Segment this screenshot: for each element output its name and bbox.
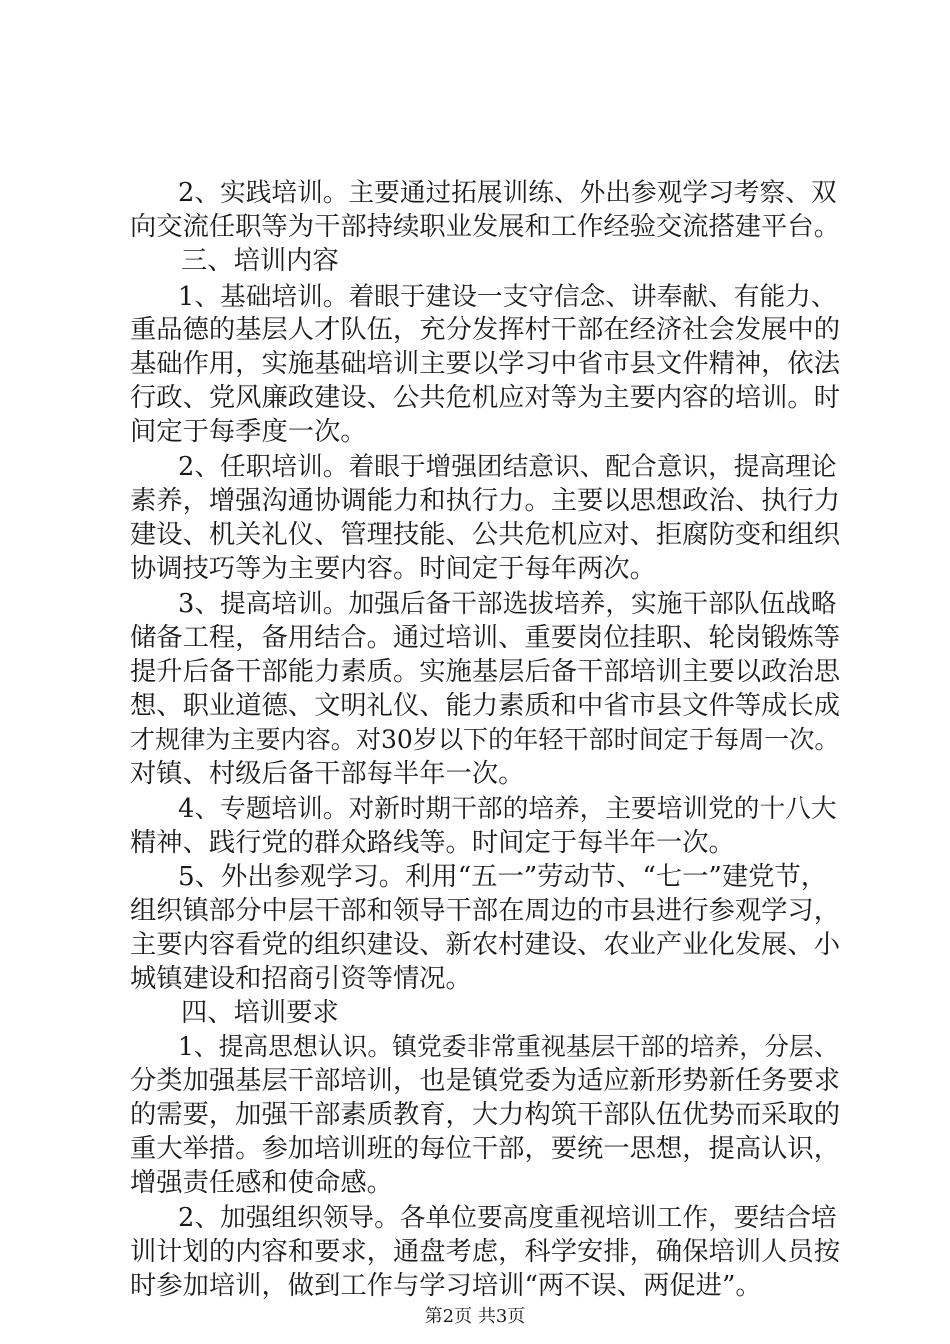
text-line: 组织镇部分中层干部和领导干部在周边的市县进行参观学习， (130, 896, 841, 926)
text-line: 分类加强基层干部培训，也是镇党委为适应新形势新任务要求 (130, 1066, 841, 1096)
text-line: 重品德的基层人才队伍，充分发挥村干部在经济社会发展中的 (130, 315, 841, 345)
text-line: 5、外出参观学习。利用“五一”劳动节、“七一”建党节， (178, 862, 828, 892)
text-line: 3、提高培训。加强后备干部选拔培养，实施干部队伍战略 (178, 589, 837, 619)
text-line: 2、加强组织领导。各单位要高度重视培训工作，要结合培 (178, 1203, 837, 1233)
text-line: 1、基础培训。着眼于建设一支守信念、讲奉献、有能力、 (178, 282, 837, 312)
text-line: 4、专题培训。对新时期干部的培养，主要培训党的十八大 (178, 794, 837, 824)
text-line: 2、实践培训。主要通过拓展训练、外出参观学习考察、双 (178, 178, 837, 208)
text-line: 建设、机关礼仪、管理技能、公共危机应对、拒腐防变和组织 (130, 520, 841, 550)
section-heading: 三、培训内容 (181, 246, 339, 276)
text-line: 训计划的内容和要求，通盘考虑，科学安排，确保培训人员按 (130, 1237, 841, 1267)
text-line: 储备工程，备用结合。通过培训、重要岗位挂职、轮岗锻炼等 (130, 623, 841, 653)
text-line: 1、提高思想认识。镇党委非常重视基层干部的培养，分层、 (178, 1032, 839, 1061)
text-line: 2、任职培训。着眼于增强团结意识、配合意识，提高理论 (178, 452, 837, 482)
text-line: 想、职业道德、文明礼仪、能力素质和中省市县文件等成长成 (130, 691, 841, 721)
text-line: 精神、践行党的群众路线等。时间定于每半年一次。 (130, 828, 735, 858)
text-line: 对镇、村级后备干部每半年一次。 (130, 759, 525, 789)
section-heading: 四、培训要求 (181, 998, 339, 1028)
text-line: 时参加培训，做到工作与学习培训“两不误、两促进”。 (130, 1271, 762, 1301)
text-line: 间定于每季度一次。 (130, 417, 367, 447)
text-line: 素养，增强沟通协调能力和执行力。主要以思想政治、执行力 (130, 486, 841, 516)
text-line: 才规律为主要内容。对30岁以下的年轻干部时间定于每周一次。 (130, 725, 840, 754)
text-line: 增强责任感和使命感。 (130, 1168, 393, 1198)
text-line: 重大举措。参加培训班的每位干部，要统一思想，提高认识， (130, 1134, 841, 1164)
text-line: 协调技巧等为主要内容。时间定于每年两次。 (130, 554, 656, 584)
text-line: 的需要，加强干部素质教育，大力构筑干部队伍优势而采取的 (130, 1100, 841, 1130)
page-number: 第2页 共3页 (424, 1306, 526, 1327)
text-line: 行政、党风廉政建设、公共危机应对等为主要内容的培训。时 (130, 383, 841, 413)
text-line: 提升后备干部能力素质。实施基层后备干部培训主要以政治思 (130, 657, 841, 687)
text-line: 城镇建设和招商引资等情况。 (130, 964, 472, 994)
text-line: 主要内容看党的组织建设、新农村建设、农业产业化发展、小 (130, 930, 841, 960)
text-line: 向交流任职等为干部持续职业发展和工作经验交流搭建平台。 (130, 212, 841, 242)
text-line: 基础作用，实施基础培训主要以学习中省市县文件精神，依法 (130, 349, 841, 379)
